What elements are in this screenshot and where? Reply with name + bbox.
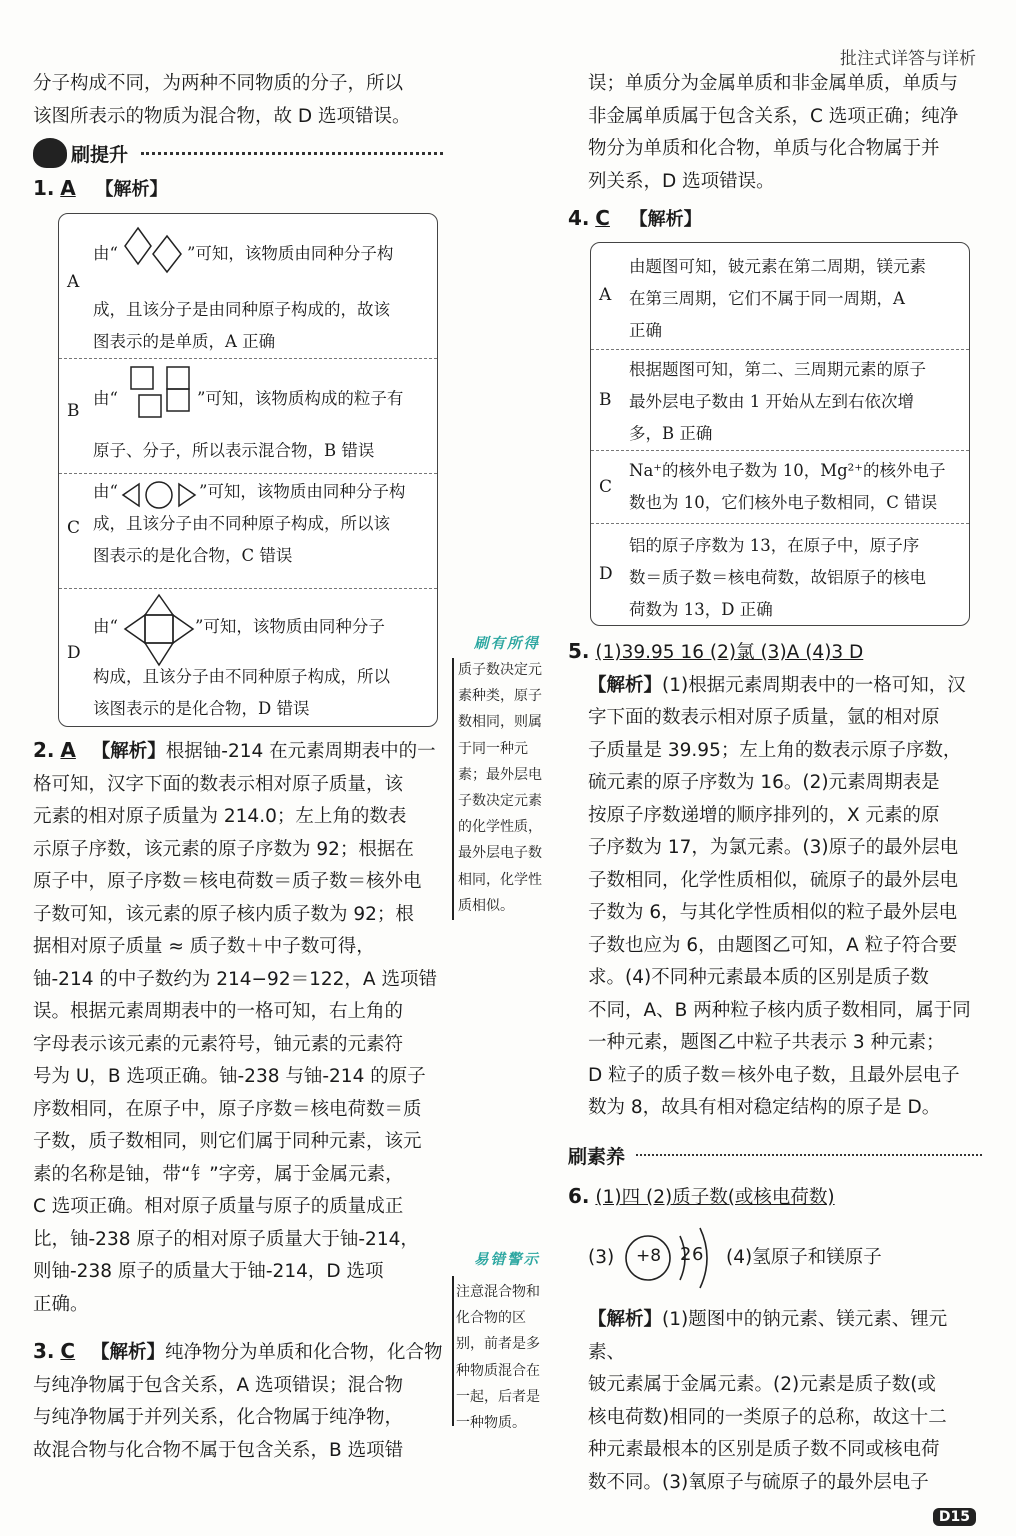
- note-text: 质子数决定元 素种类，原子 数相同，则属 于同一种元 素；最外层电 子数决定元素 的化学性质， 最外层电子数 相同，化学性 质相似。: [458, 662, 542, 914]
- q4-row-c: C Na⁺的核外电子数为 10，Mg²⁺的核外电子 数也为 10，它们核外电子数相同，C 错误: [591, 451, 969, 524]
- q4-head: 4. C 【解析】: [568, 206, 702, 230]
- q6-block: 6. (1)四 (2)质子数(或核电荷数): [568, 1184, 835, 1208]
- circle-triangle-molecule-icon: [121, 480, 197, 510]
- row-first-line: 由“: [93, 389, 118, 408]
- q1-head: [33, 175, 167, 201]
- q1-analysis-box: [58, 213, 438, 727]
- row-first-line: 由“: [93, 482, 118, 501]
- q5-block: [568, 635, 988, 1125]
- shell-2-electrons: 6: [692, 1244, 704, 1265]
- page-number: D15: [933, 1508, 976, 1526]
- section-logo-icon: [33, 138, 67, 168]
- q2-first-line: 2. A 【解析】根据铀-214 在元素周期表中的一: [33, 738, 436, 762]
- diamond-molecule-icon: [123, 226, 185, 276]
- q3-first-line: 3. C 【解析】纯净物分为单质和化合物，化合物: [33, 1339, 443, 1363]
- row-first-line-post: ”可知，该物质由同种分子: [195, 617, 385, 636]
- row-lines: 构成，且该分子由不同种原子构成，所以 该图表示的是化合物，D 错误: [93, 667, 390, 718]
- square-atoms-icon: [123, 365, 193, 419]
- nucleus-charge: +8: [636, 1246, 662, 1266]
- q1-number: 1.: [33, 176, 55, 200]
- q3-continued: 误；单质分为金属单质和非金属单质，单质与 非金属单质属于包含关系，C 选项正确；纯净 物分为单质和化合物，单质与化合物属于并 列关系，D 选项错误。: [588, 73, 959, 192]
- section-shua-suyang: 刷素养: [568, 1142, 982, 1170]
- section-title: 刷提升: [71, 144, 129, 166]
- q1-row-b: [59, 359, 437, 474]
- intro-line: 分子构成不同，为两种不同物质的分子，所以: [33, 73, 404, 94]
- q4-analysis-box: [590, 242, 970, 626]
- q4-row-a: A 由题图可知，铍元素在第二周期，镁元素 在第三周期，它们不属于同一周期，A 正确: [591, 243, 969, 350]
- dotted-divider: [636, 1154, 982, 1156]
- row-first-line-post: ”可知，该物质由同种分子构: [187, 244, 394, 263]
- q1-row-a: [59, 214, 437, 359]
- q4-answer: C: [595, 206, 610, 230]
- q6-analysis: 【解析】(1)题图中的钠元素、镁元素、锂元素、 铍元素属于金属元素。(2)元素是质子数(或 核电荷数)相同的一类原子的总称，故这十二 种元素最根本的区别是质子数不同或核电荷 数不同。(3)氧原子与硫原子的最外层电子: [588, 1309, 948, 1493]
- note-rule: [452, 1276, 454, 1426]
- row-lines: 成，且该分子是由同种原子构成的，故该 图表示的是单质，A 正确: [93, 300, 390, 351]
- q1-answer: A: [60, 176, 76, 200]
- q5-analysis: 【解析】(1)根据元素周期表中的一格可知，汉 字下面的数表示相对原子质量，氩的相对原 子质量是 39.95；左上角的数表示原子序数， 硫元素的原子序数为 16。(2)元素周期表是 按原子序数递增的顺序排列的，X 元素的原 子序数为 17，为氯元素。(3)原子的最外层电 子数相同，化学性质相似，硫原子的最外层电 子数为 6，与其化学性质相似的粒子最外层电 子数也应为 6，由题图乙可知，A 粒子符合要 求。(4)不同种元素最本质的区别是质子数 不同，A、B 两种粒子核内质子数相同，属于同 一种元素，题图乙中粒子共表示 3 种元素； D 粒子的质子数＝核外电子数，且最外层电子 数为 8，故具有相对稳定结构的原子是 D。: [588, 674, 971, 1118]
- q2-block: 2. A 【解析】根据铀-214 在元素周期表中的一 格可知，汉字下面的数表示相对原子质量，该 元素的相对原子质量为 214.0；左上角的数表 示原子序数，该元素的原子序数为 92；根据在 原子中，原子序数＝核电荷数＝质子数＝核外电 子数可知，该元素的原子核内质子数为 92；根 据相对原子质量 ≈ 质子数＋中子数可得， 铀-214 的中子数约为 214−92＝122，A 选项错 误。根据元素周期表中的一格可知，右上角的 字母表示该元素的元素符号，铀元素的元素符 号为 U，B 选项正确。铀-238 与铀-214 的原子 序数相同，在原子中，原子序数＝核电荷数＝质 子数，质子数相同，则它们属于同种元素，该元 素的名称是铀，带“钅”字旁，属于金属元素， C 选项正确。相对原子质量与原子的质量成正 比，铀-238 原子的相对原子质量大于铀-214， 则铀-238 原子的质量大于铀-214，D 选项 正确。: [33, 734, 443, 1321]
- row-first-line: 由“: [93, 244, 118, 263]
- row-label: C: [67, 518, 81, 538]
- note-text: 注意混合物和 化合物的区 别，前者是多 种物质混合在 一起，后者是 一种物质。: [456, 1284, 540, 1432]
- note-rule: [452, 658, 454, 920]
- sidebar-note-gains: 刷有所得 质子数决定元 素种类，原子 数相同，则属 于同一种元 素；最外层电 子数决定元素 的化学性质， 最外层电子数 相同，化学性 质相似。: [452, 632, 562, 919]
- q1-tag: 【解析】: [95, 179, 168, 200]
- row-lines: 成，且该分子由不同种原子构成，所以该 图表示的是化合物，C 错误: [93, 514, 390, 565]
- q1-row-d: [59, 589, 437, 727]
- q6-atom-line: (3) +8 2 6 (4)氢原子和镁原子: [588, 1222, 988, 1294]
- header-title: 批注式详答与详析: [840, 49, 976, 69]
- row-label: D: [67, 643, 81, 663]
- shell-1-electrons: 2: [680, 1244, 692, 1265]
- q4-row-d: D 铝的原子序数为 13，在原子中，原子序 数＝质子数＝核电荷数，故铝原子的核电 荷数为 13，D 正确: [599, 536, 926, 619]
- dotted-divider: [141, 152, 443, 155]
- q4-row-b: B 根据题图可知，第二、三周期元素的原子 最外层电子数由 1 开始从左到右依次增 多，B 正确: [591, 350, 969, 451]
- section-shua-tisheng: [33, 138, 443, 168]
- row-lines: 原子、分子，所以表示混合物，B 错误: [93, 441, 375, 460]
- q3-block: 3. C 【解析】纯净物分为单质和化合物，化合物 与纯净物属于包含关系，A 选项错误；混合物 与纯净物属于并列关系，化合物属于纯净物， 故混合物与化合物不属于包含关系，B 选项错: [33, 1335, 443, 1467]
- square-triangles-molecule-icon: [123, 593, 195, 667]
- q2-answer: A: [60, 738, 76, 762]
- q3-answer: C: [60, 1339, 76, 1363]
- row-first-line-post: ”可知，该物质构成的粒子有: [197, 389, 404, 408]
- sidebar-note-warning: 易错警示 注意混合物和 化合物的区 别，前者是多 种物质混合在 一起，后者是 一种物质。: [452, 1248, 562, 1436]
- row-first-line-post: ”可知，该物质由同种分子构: [199, 482, 406, 501]
- q5-answer-line: 5. (1)39.95 16 (2)氯 (3)A (4)3 D: [568, 639, 864, 663]
- intro-line: 该图所表示的物质为混合物，故 D 选项错误。: [33, 105, 411, 127]
- row-label: B: [67, 401, 80, 421]
- row-first-line: 由“: [93, 617, 118, 636]
- row-label: A: [67, 272, 80, 292]
- intro-text: [33, 68, 443, 133]
- q1-row-c: [59, 474, 437, 589]
